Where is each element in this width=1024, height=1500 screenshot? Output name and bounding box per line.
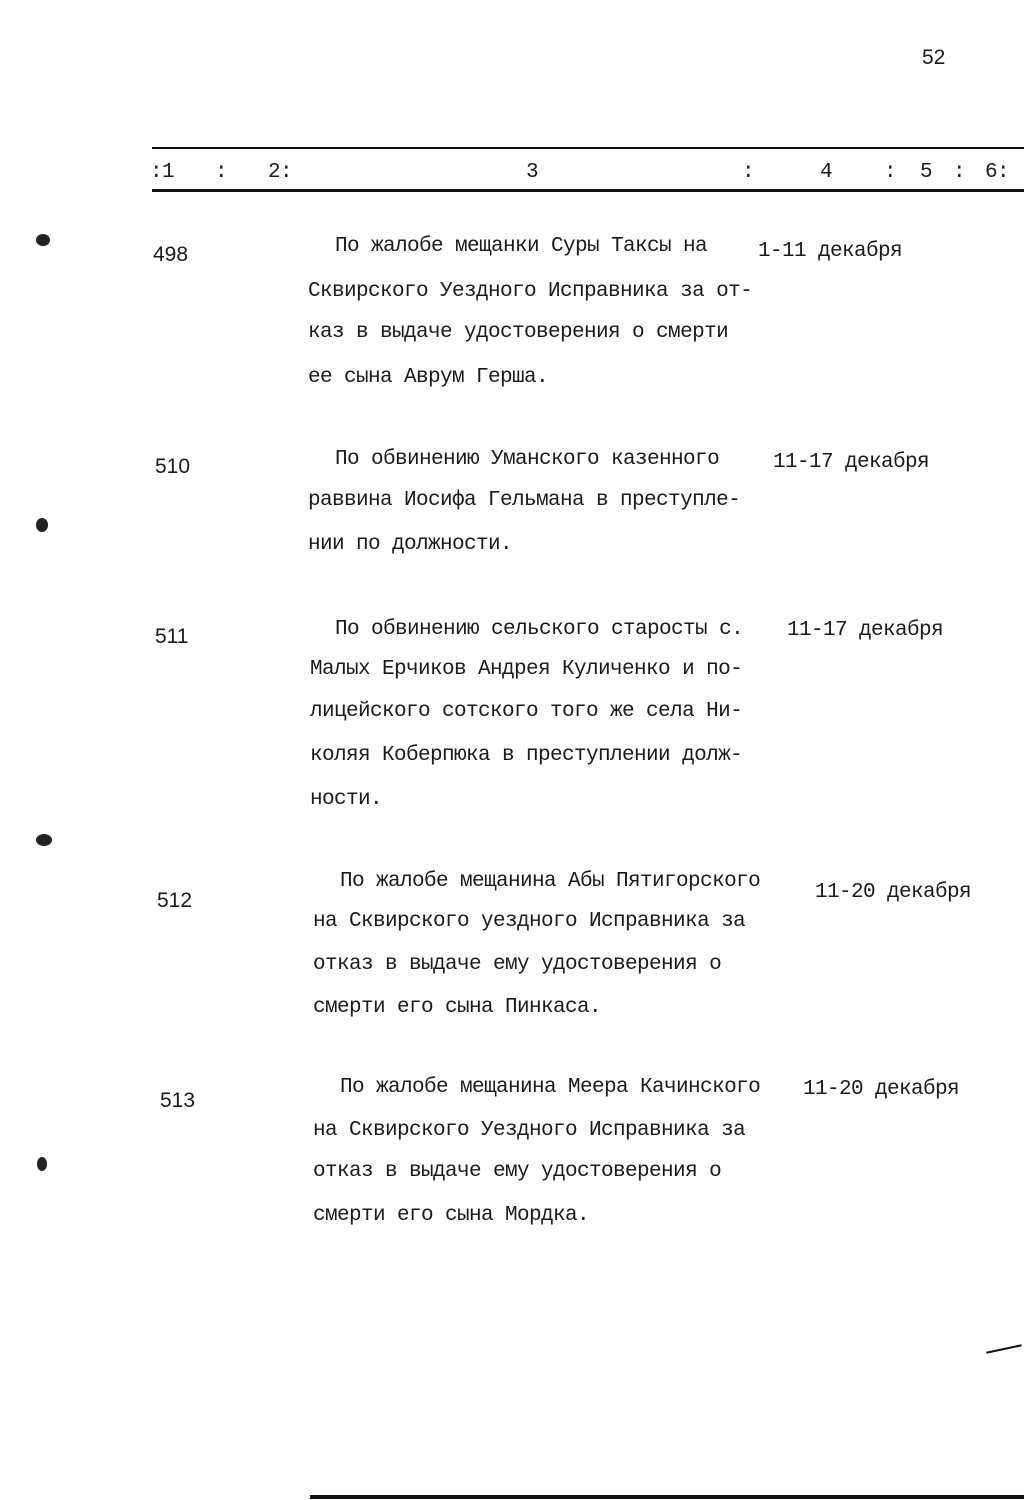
entry-number: 512: [157, 889, 193, 912]
header-col-4: 4: [820, 161, 833, 184]
entry-number: 498: [153, 243, 189, 266]
punch-hole-mark: [36, 518, 48, 532]
header-col-5: 5: [920, 161, 933, 184]
entry-date: 11-20 декабря: [815, 881, 972, 904]
entry-text-line: нии по должности.: [308, 533, 513, 556]
entry-date: 1-11 декабря: [758, 240, 903, 263]
entry-text-line: раввина Иосифа Гельмана в преступле-: [308, 489, 741, 512]
entry-text-line: Малых Ерчиков Андрея Куличенко и по-: [310, 658, 743, 681]
entry-date: 11-17 декабря: [773, 451, 930, 474]
entry-text-line: коляя Коберпюка в преступлении долж-: [310, 744, 743, 767]
header-sep: :: [742, 161, 755, 184]
entry-text-line: Сквирского Уездного Исправника за от-: [308, 280, 753, 303]
header-col-2: 2:: [268, 161, 293, 184]
header-col-3: 3: [526, 161, 539, 184]
header-sep: :: [884, 161, 897, 184]
entry-text-line: смерти его сына Пинкаса.: [313, 996, 602, 1019]
punch-hole-mark: [37, 1157, 47, 1171]
entry-text-line: По жалобе мещанина Меера Качинского: [340, 1076, 761, 1099]
entry-text-line: лицейского сотского того же села Ни-: [310, 700, 743, 723]
entry-number: 513: [160, 1089, 196, 1112]
entry-text-line: на Сквирского Уездного Исправника за: [313, 1119, 746, 1142]
table-top-rule: [152, 147, 1024, 149]
entry-text-line: ности.: [310, 788, 383, 811]
entry-text-line: каз в выдаче удостоверения о смерти: [308, 321, 729, 344]
entry-text-line: По обвинению Уманского казенного: [335, 448, 720, 471]
bottom-rule: [310, 1495, 1024, 1499]
entry-text-line: ее сына Аврум Герша.: [308, 366, 549, 389]
punch-hole-mark: [36, 234, 50, 246]
pen-mark: [986, 1344, 1022, 1353]
header-sep: :: [953, 161, 966, 184]
entry-text-line: По обвинению сельского старосты с.: [335, 618, 744, 641]
entry-text-line: на Сквирского уездного Исправника за: [313, 910, 746, 933]
entry-text-line: По жалобе мещанки Суры Таксы на: [335, 235, 708, 258]
header-sep: :: [215, 161, 228, 184]
entry-text-line: По жалобе мещанина Абы Пятигорского: [340, 870, 761, 893]
entry-date: 11-20 декабря: [803, 1078, 960, 1101]
header-col-1: :1: [150, 161, 175, 184]
entry-number: 511: [155, 625, 189, 648]
table-header-rule: [152, 189, 1024, 192]
punch-hole-mark: [36, 834, 52, 846]
entry-text-line: смерти его сына Мордка.: [313, 1204, 590, 1227]
entry-number: 510: [155, 455, 191, 478]
header-col-6: 6:: [985, 161, 1010, 184]
entry-date: 11-17 декабря: [787, 619, 944, 642]
page-number: 52: [922, 46, 946, 69]
entry-text-line: отказ в выдаче ему удостоверения о: [313, 1160, 722, 1183]
entry-text-line: отказ в выдаче ему удостоверения о: [313, 953, 722, 976]
